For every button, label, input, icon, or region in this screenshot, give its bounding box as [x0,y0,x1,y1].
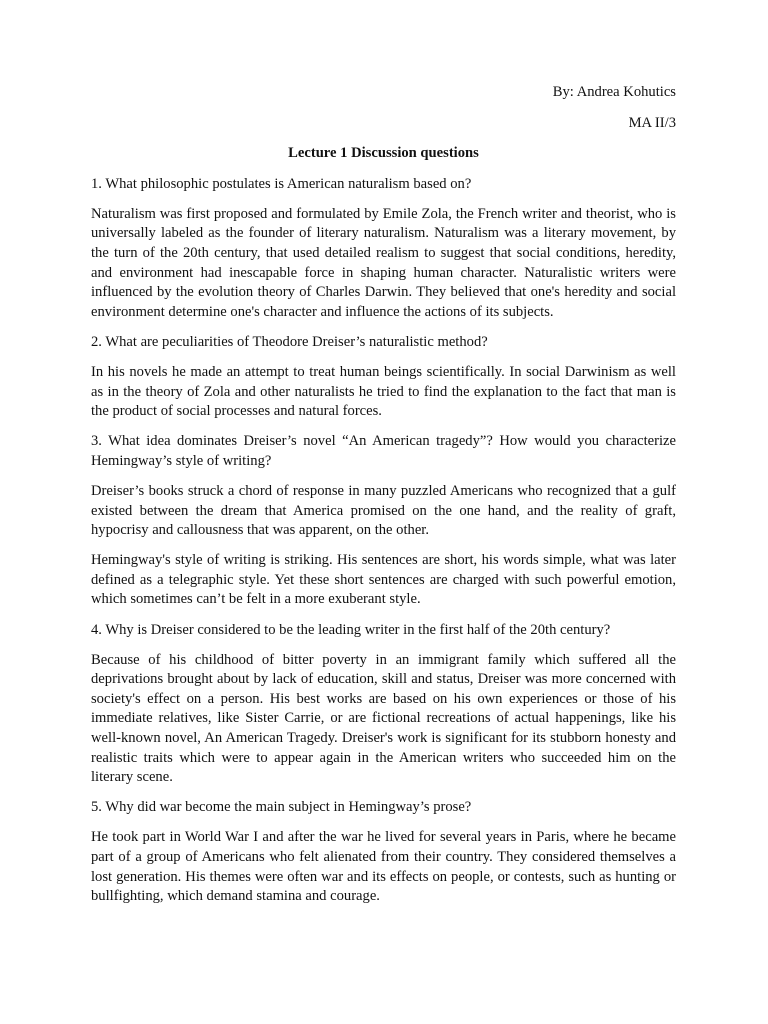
answer-3a: Dreiser’s books struck a chord of response in many puzzled Americans who recognized that a gulf existed between the dream that America promised on the one hand, and the reality of graft, hypocrisy and callousness that was apparent, on the other. [91,483,676,539]
question-1: 1. What philosophic postulates is American naturalism based on? [91,175,472,192]
answer-3b: Hemingway's style of writing is striking. His sentences are short, his words simple, what was later defined as a telegraphic style. Yet these short sentences are charged with such powerful emotion, which sometimes can’t be felt in a more exuberant style. [91,552,676,608]
class-code: MA II/3 [628,114,676,131]
answer-2: In his novels he made an attempt to treat human beings scientifically. In social Darwinism as well as in the theory of Zola and other naturalists he tried to find the explanation to the fact that man is the product of social processes and natural forces. [91,364,676,420]
question-3: 3. What idea dominates Dreiser’s novel “An American tragedy”? How would you characterize Hemingway’s style of writing? [91,433,676,469]
document-title: Lecture 1 Discussion questions [288,145,479,162]
question-2: 2. What are peculiarities of Theodore Dreiser’s naturalistic method? [91,333,488,350]
author-line: By: Andrea Kohutics [552,84,676,100]
document-page [91,83,676,917]
question-4: 4. Why is Dreiser considered to be the leading writer in the first half of the 20th century? [91,621,611,638]
answer-5: He took part in World War I and after the war he lived for several years in Paris, where he became part of a group of Americans who felt alienated from their country. They considered themselves a lost generation. His themes were often war and its effects on people, or contests, such as hunting or bullfighting, which demand stamina and courage. [91,829,676,905]
question-5: 5. Why did war become the main subject in Hemingway’s prose? [91,799,472,816]
answer-1: Naturalism was first proposed and formulated by Emile Zola, the French writer and theorist, who is universally labeled as the founder of literary naturalism. Naturalism was a literary movement, by the turn of the 20th century, that used detailed realism to suggest that social conditions, heredity, and environment had inescapable force in shaping human character. Naturalistic writers were influenced by the evolution theory of Charles Darwin. They believed that one's heredity and social environment determine one's character and influence the actions of its subjects. [91,205,676,320]
answer-4: Because of his childhood of bitter poverty in an immigrant family which suffered all the deprivations brought about by lack of education, skill and status, Dreiser was more concerned with society's effect on a person. His best works are based on his own experiences or those of his immediate relatives, like Sister Carrie, or are fictional recreations of actual happenings, like his well-known novel, An American Tragedy. Dreiser's work is significant for its stubborn honesty and realistic traits which were to appear again in the American writers who succeeded him on the literary scene. [91,651,676,786]
